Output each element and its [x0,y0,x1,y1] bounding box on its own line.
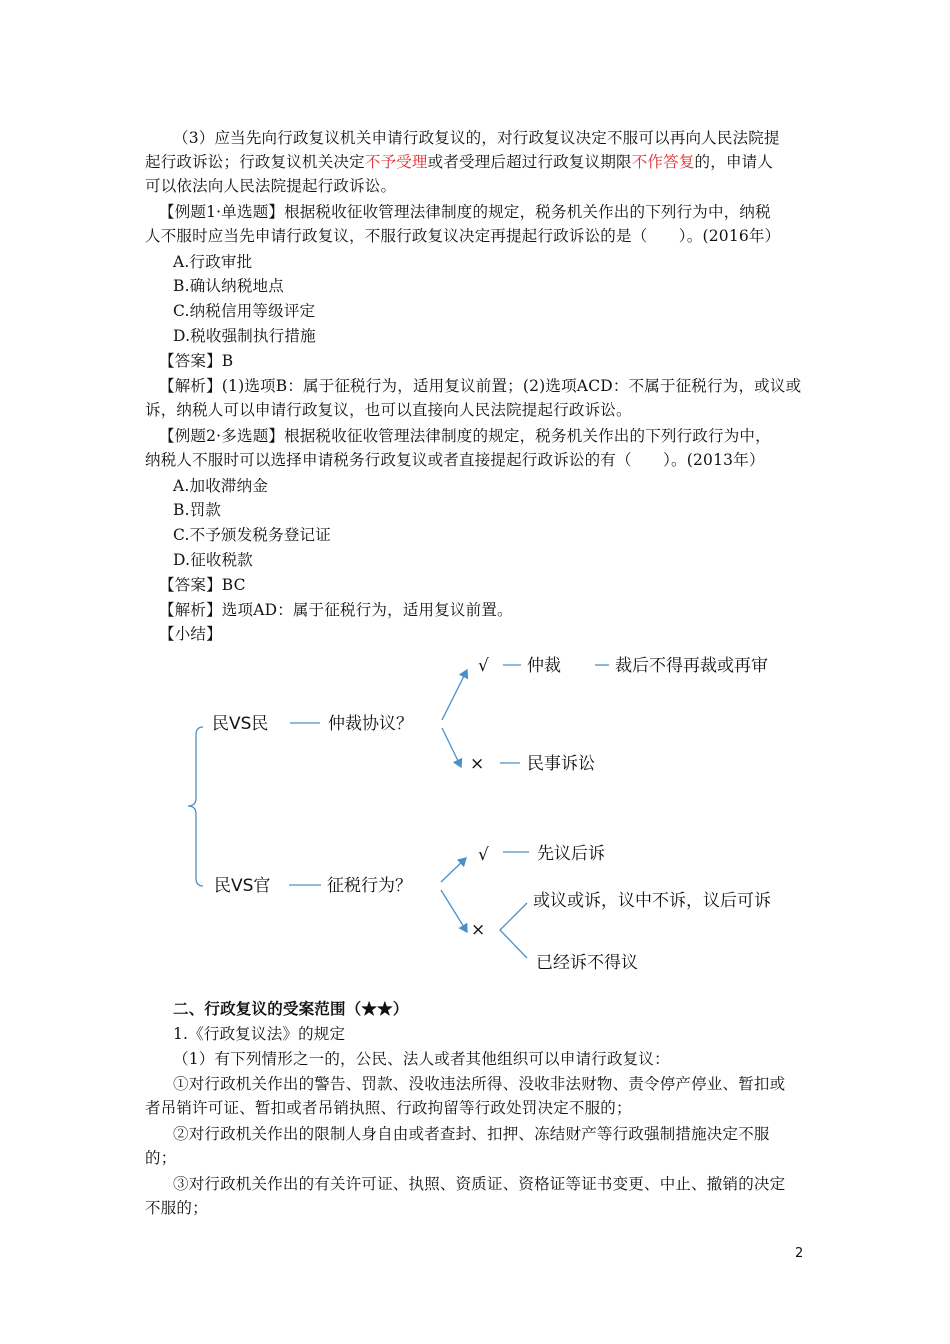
cross-icon: × [471,920,486,940]
item2-line2: 的； [145,1149,177,1167]
label-min-vs-guan: 民VS官 [214,876,271,896]
example1-option-b: B.确认纳税地点 [173,277,284,295]
example1-option-d: D.税收强制执行措施 [173,327,316,345]
label-arbitration-question: 仲裁协议？ [328,714,413,734]
example1-question-line1: 【例题1·单选题】根据税收征收管理法律制度的规定，税务机关作出的下列行为中，纳税 [159,203,771,221]
label-either-review-or-suit: 或议或诉，议中不诉，议后可诉 [533,891,771,911]
split-tax-no [500,903,527,958]
example1-question-line2: 人不服时应当先申请行政复议，不服行政复议决定再提起行政诉讼的是（ ）。(2016年） [145,227,781,245]
label-arbitration: 仲裁 [527,656,561,676]
para3-line2-a: 起行政诉讼；行政复议机关决定 [145,153,365,171]
example1-explanation-line2: 诉，纳税人可以申请行政复议，也可以直接向人民法院提起行政诉讼。 [145,401,632,419]
para3-line3: 可以依法向人民法院提起行政诉讼。 [145,177,397,195]
example1-option-a: A.行政审批 [173,253,253,271]
highlight-no-reply: 不作答复 [631,153,695,171]
label-civil-suit: 民事诉讼 [527,754,595,774]
example1-option-c: C.纳税信用等级评定 [173,302,316,320]
para3-line2-c: 的，申请人 [694,153,774,171]
section2-intro: （1）有下列情形之一的，公民、法人或者其他组织可以申请行政复议： [173,1050,670,1068]
arrow-tax-yes [441,858,466,882]
example2-option-a: A.加收滞纳金 [173,477,269,495]
highlight-not-accepted: 不予受理 [364,153,428,171]
example2-answer: 【答案】BC [159,576,246,594]
label-tax-question: 征税行为？ [327,876,412,896]
label-min-vs-min: 民VS民 [212,714,269,734]
arrow-arbitration-yes [442,670,467,720]
example2-question-line1: 【例题2·多选题】根据税收征收管理法律制度的规定，税务机关作出的下列行政行为中， [159,427,771,445]
section2-subtitle: 1.《行政复议法》的规定 [173,1025,346,1043]
example2-question-line2: 纳税人不服时可以选择申请税务行政复议或者直接提起行政诉讼的有（ ）。(2013年） [145,451,765,469]
label-no-re-arbitration: 裁后不得再裁或再审 [615,656,768,676]
para3-line2-b: 或者受理后超过行政复议期限 [427,153,632,171]
example1-explanation-line1: 【解析】(1)选项B：属于征税行为，适用复议前置；(2)选项ACD：不属于征税行为，或议或 [159,377,802,395]
arrow-tax-no [441,890,467,932]
para3-line1: （3）应当先向行政复议机关申请行政复议的，对行政复议决定不服可以再向人民法院提 [173,129,780,147]
label-no-review-after-suit: 已经诉不得议 [536,953,638,973]
example2-explanation: 【解析】选项AD：属于征税行为，适用复议前置。 [159,601,513,619]
page-number: 2 [795,1246,804,1261]
example2-option-c: C.不予颁发税务登记证 [173,526,331,544]
section2-title: 二、行政复议的受案范围（★★） [173,999,409,1018]
check-icon: √ [478,656,489,676]
item2-line1: ②对行政机关作出的限制人身自由或者查封、扣押、冻结财产等行政强制措施决定不服 [173,1125,770,1143]
label-first-review: 先议后诉 [537,844,605,864]
summary-label: 【小结】 [159,625,222,643]
main-brace [188,727,203,886]
item1-line1: ①对行政机关作出的警告、罚款、没收违法所得、没收非法财物、责令停产停业、暂扣或 [173,1075,786,1093]
arrow-arbitration-no [442,728,461,767]
example2-option-b: B.罚款 [173,501,222,519]
example2-option-d: D.征收税款 [173,551,254,569]
item3-line2: 不服的； [145,1199,208,1217]
cross-icon: × [470,754,485,774]
example1-answer: 【答案】B [159,352,234,370]
check-icon: √ [478,845,489,865]
item1-line2: 者吊销许可证、暂扣或者吊销执照、行政拘留等行政处罚决定不服的； [145,1099,632,1117]
item3-line1: ③对行政机关作出的有关许可证、执照、资质证、资格证等证书变更、中止、撤销的决定 [173,1175,786,1193]
